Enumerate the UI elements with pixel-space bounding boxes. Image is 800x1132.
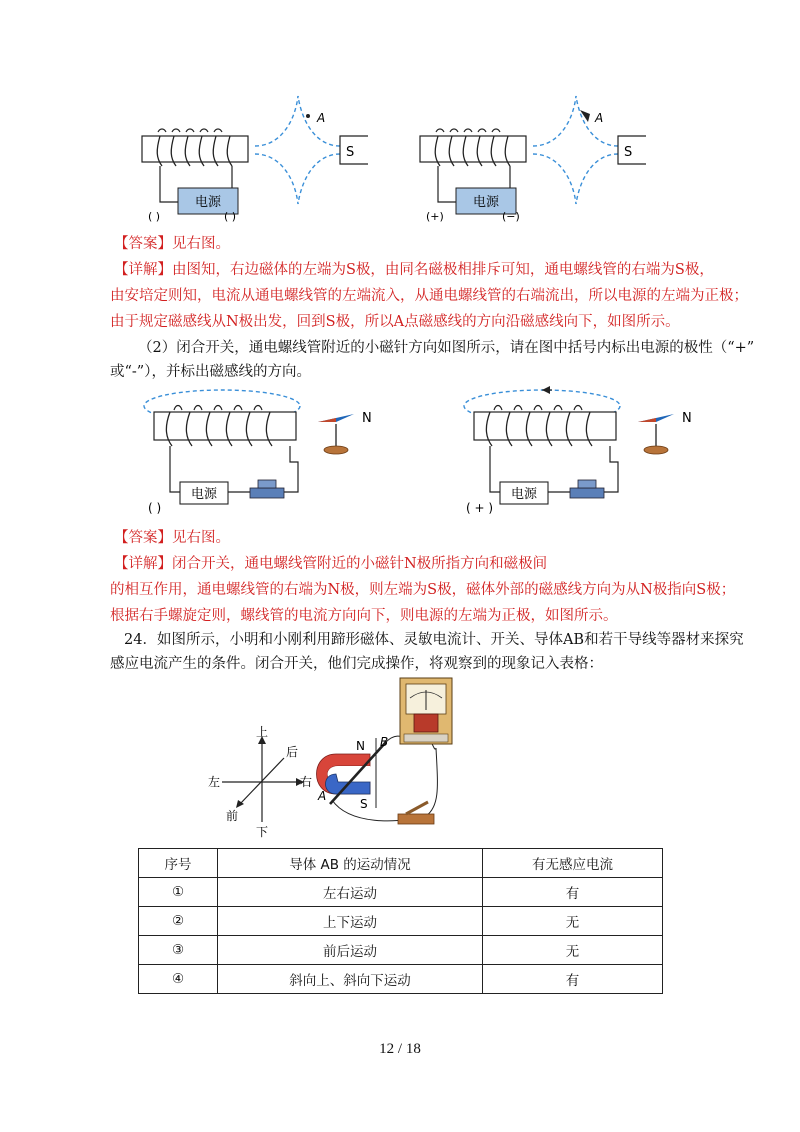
- fig2-left-n-label: N: [362, 411, 372, 426]
- q23-2-detail-line-2: 的相互作用，通电螺线管的右端为N极，则左端为S极，磁体外部的磁感线方向为从N极指向S极；: [110, 582, 736, 598]
- fig3-galvanometer: [400, 678, 452, 744]
- fig1-right-bracket-r: (−): [502, 210, 520, 223]
- q24-line-1: 24．如图所示，小明和小刚利用蹄形磁体、灵敏电流计、开关、导体AB和若干导线等器材来探究: [124, 632, 744, 648]
- fig3-a-label: A: [318, 789, 327, 803]
- table-cell: 上下运动: [218, 907, 483, 936]
- fig1-right-source-label: 电源: [472, 195, 500, 210]
- fig1-right-diagram: [420, 96, 646, 223]
- experiment-table: [138, 848, 663, 994]
- table-cell: ①: [139, 878, 218, 907]
- table-cell: 无: [483, 907, 663, 936]
- table-cell: ④: [139, 965, 218, 994]
- table-cell: 斜向上、斜向下运动: [218, 965, 483, 994]
- table-row: [139, 907, 663, 936]
- fig3-s-label: S: [360, 797, 368, 811]
- q23-2-answer: 【答案】见右图。: [114, 530, 230, 546]
- table-row: [139, 878, 663, 907]
- table-cell: ②: [139, 907, 218, 936]
- q23-2-line-1: （2）闭合开关，通电螺线管附近的小磁针方向如图所示，请在图中括号内标出电源的极性（“+”: [138, 340, 755, 356]
- fig1-right-s-label: S: [624, 145, 633, 160]
- fig1-left-source-label: 电源: [194, 195, 222, 210]
- fig1-right-bracket-l: (+): [426, 210, 444, 223]
- fig1-left-s-label: S: [346, 145, 355, 160]
- table-header-row: [139, 849, 663, 878]
- fig3-up-label: 上: [256, 725, 269, 739]
- fig3-b-label: B: [380, 735, 389, 749]
- fig2-left-diagram: [144, 390, 372, 515]
- fig1-left-diagram: [142, 96, 368, 223]
- fig1-left-bracket-r: ( ): [224, 210, 237, 223]
- fig3-front-label: 前: [226, 809, 239, 823]
- fig3-axes: [208, 724, 312, 839]
- q23-2-line-2: 或“-”），并标出磁感线的方向。: [110, 364, 311, 380]
- table-row: [139, 965, 663, 994]
- q23-1-detail-line-1: 【详解】由图知，右边磁体的左端为S极，由同名磁极相排斥可知，通电螺线管的右端为S极，: [114, 262, 714, 278]
- figure-induction-setup: [200, 676, 480, 846]
- figure-solenoid-compass: [140, 384, 700, 524]
- q23-1-answer: 【答案】见右图。: [114, 236, 230, 252]
- fig3-switch: [398, 802, 434, 824]
- table-cell: 有: [483, 965, 663, 994]
- table-header-cell: 序号: [139, 849, 218, 878]
- figure-solenoid-repel: [130, 92, 670, 232]
- q23-2-detail-line-1: 【详解】闭合开关，通电螺线管附近的小磁针N极所指方向和磁极间: [114, 556, 548, 572]
- fig1-left-a-label: A: [317, 111, 326, 125]
- fig3-left-label: 左: [208, 775, 221, 789]
- fig3-right-label: 右: [300, 775, 313, 789]
- table-header-cell: 有无感应电流: [483, 849, 663, 878]
- table-cell: 左右运动: [218, 878, 483, 907]
- table-cell: 有: [483, 878, 663, 907]
- fig1-right-a-label: A: [595, 111, 604, 125]
- fig3-back-label: 后: [286, 745, 299, 759]
- q24-line-2: 感应电流产生的条件。闭合开关，他们完成操作，将观察到的现象记入表格：: [110, 656, 603, 672]
- fig2-left-source-label: 电源: [190, 487, 218, 502]
- fig3-down-label: 下: [256, 825, 269, 839]
- q23-1-detail-line-2: 由安培定则知，电流从通电螺线管的左端流入，从通电螺线管的右端流出，所以电源的左端为正极；: [110, 288, 748, 304]
- table-row: [139, 936, 663, 965]
- fig2-right-source-label: 电源: [510, 487, 538, 502]
- fig1-left-bracket-l: ( ): [148, 210, 161, 223]
- fig2-right-n-label: N: [682, 411, 692, 426]
- q23-2-detail-line-3: 根据右手螺旋定则，螺线管的电流方向向下，则电源的左端为正极，如图所示。: [110, 608, 618, 624]
- q23-1-detail-line-3: 由于规定磁感线从N极出发，回到S极，所以A点磁感线的方向沿磁感线向下，如图所示。: [110, 314, 680, 330]
- table-cell: ③: [139, 936, 218, 965]
- fig2-right-bracket: ( + ): [466, 501, 494, 515]
- page-number: 12 / 18: [379, 1041, 421, 1057]
- fig3-n-label: N: [356, 739, 365, 753]
- table-header-cell: 导体 AB 的运动情况: [218, 849, 483, 878]
- table-cell: 前后运动: [218, 936, 483, 965]
- fig2-left-bracket: ( ): [148, 501, 162, 515]
- fig2-right-diagram: [464, 386, 692, 515]
- table-cell: 无: [483, 936, 663, 965]
